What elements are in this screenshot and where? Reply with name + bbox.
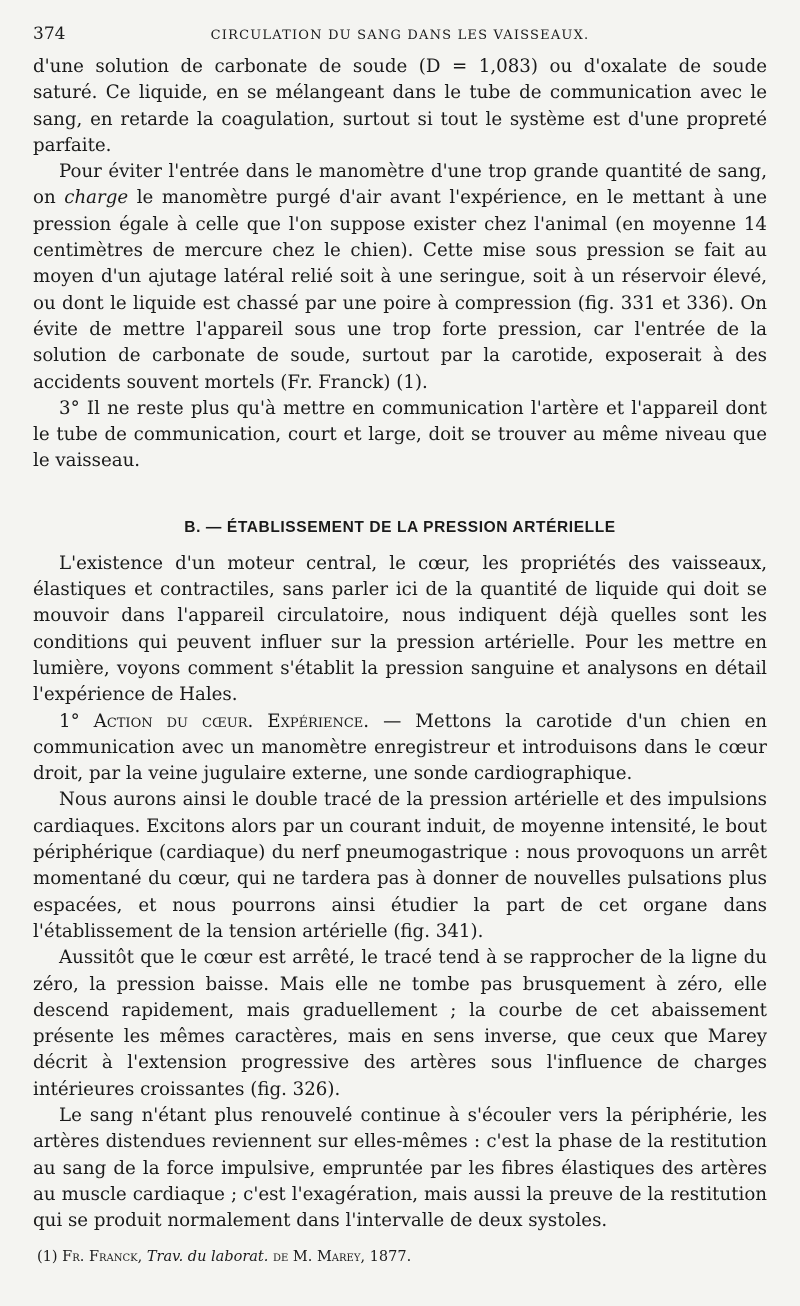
paragraph-5-heading: 1° Action du cœur. Expérience. [59, 710, 370, 732]
paragraph-2-text-b: le manomètre purgé d'air avant l'expérience, en le mettant à une pression égale à celle que l'on suppose exister chez l'animal (en moyenne 14 centimètres de mercure chez le chien). Cette mise sous pression se fait au moyen d'un ajutage latéral relié soit à une seringue, soit à un réservoir élevé, ou dont le liquide est chassé par une poire à compression (fig. 331 et 336). On évite de mettre l'appareil sous une trop forte pression, car l'entrée de la solution de carbonate de soude, surtout par la carotide, exposerait à des accidents souvent mortels (Fr. Franck) (1). [33, 187, 767, 393]
page-number: 374 [33, 24, 66, 44]
paragraph-1: d'une solution de carbonate de soude (D = 1,083) ou d'oxalate de soude saturé. Ce liquide, en se mélangeant dans le tube de communication avec le sang, en retarde la coagulation, surtout si tout le système est d'une propreté parfaite. [33, 56, 767, 156]
footnote [33, 1246, 767, 1268]
paragraph-4: L'existence d'un moteur central, le cœur, les propriétés des vaisseaux, élastiques et contractiles, sans parler ici de la quantité de liquide qui doit se mouvoir dans l'appareil circulatoire, nous indiquent déjà quelles sont les conditions qui peuvent influer sur la pression artérielle. Pour les mettre en lumière, voyons comment s'établit la pression sanguine et analysons en détail l'expérience de Hales. [33, 552, 767, 706]
paragraph-2-italic: charge [64, 187, 129, 209]
section-title: B. — ÉTABLISSEMENT DE LA PRESSION ARTÉRIELLE [184, 518, 616, 536]
paragraph-2 [33, 159, 767, 396]
paragraph-7: Aussitôt que le cœur est arrêté, le tracé tend à se rapprocher de la ligne du zéro, la pression baisse. Mais elle ne tombe pas brusquement à zéro, elle descend rapidement, mais graduellement ; la courbe de cet abaissement présente les mêmes caractères, mais en sens inverse, que ceux que Marey décrit à l'extension progressive des artères sous l'influence de charges intérieures croissantes (fig. 326). [33, 947, 767, 1100]
paragraph-5-body: — Mettons la carotide d'un chien en communication avec un manomètre enregistreur et introduisons dans le cœur droit, par la veine jugulaire externe, une sonde cardiographique. [33, 710, 767, 785]
book-page [33, 24, 767, 1268]
page-header [33, 24, 767, 54]
paragraph-3: 3° Il ne reste plus qu'à mettre en communication l'artère et l'appareil dont le tube de communication, court et large, doit se trouver au même niveau que le vaisseau. [33, 397, 767, 472]
paragraph-8: Le sang n'étant plus renouvelé continue à s'écouler vers la périphérie, les artères distendues reviennent sur elles-mêmes : c'est la phase de la restitution au sang de la force impulsive, empruntée par les fibres élastiques des artères au muscle cardiaque ; c'est l'exagération, mais aussi la preuve de la restitution qui se produit normalement dans l'intervalle de deux systoles. [33, 1104, 767, 1232]
footnote-marker: (1) [37, 1249, 58, 1266]
paragraph-6: Nous aurons ainsi le double tracé de la pression artérielle et des impulsions cardiaques. Excitons alors par un courant induit, de moyenne intensité, le bout périphérique (cardiaque) du nerf pneumogastrique : nous provoquons un arrêt momentané du cœur, qui ne tardera pas à donner de nouvelles pulsations plus espacées, et nous pourrons ainsi étudier la part de cet organe dans l'établissement de la tension artérielle (fig. 341). [33, 789, 767, 942]
footnote-rest: de M. Marey, 1877. [272, 1249, 412, 1266]
paragraph-2-text-a: Pour éviter l'entrée dans le manomètre d'une trop grande quantité de sang, on [33, 161, 767, 209]
paragraph-5 [33, 709, 767, 788]
footnote-title: Trav. du laborat. [146, 1249, 269, 1266]
running-title: CIRCULATION DU SANG DANS LES VAISSEAUX. [210, 28, 590, 43]
footnote-author: Fr. Franck, [62, 1249, 143, 1266]
